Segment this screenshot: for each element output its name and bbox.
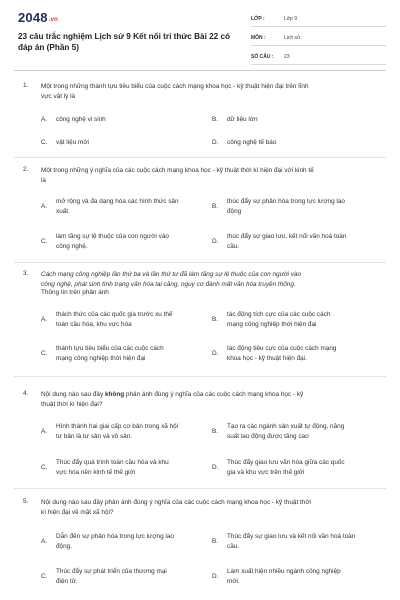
option-text: dữ liệu lớn: [227, 116, 258, 123]
question-number: 3.: [23, 270, 29, 277]
question-text-line: công nghệ, phát sinh tình trạng văn hóa lai căng, nguy cơ đánh mất văn hóa truyền thống.: [41, 280, 296, 288]
option-text: [56, 197, 206, 216]
meta-value: 23: [284, 54, 290, 60]
question-text-line: vực vật lý là: [41, 92, 76, 100]
option-text: công nghệ tế bào: [227, 139, 277, 146]
question-divider: [14, 262, 386, 263]
page-title: 23 câu trắc nghiệm Lịch sử 9 Kết nối tri thức Bài 22 có đáp án (Phần 5): [18, 32, 231, 52]
option-letter: A.: [41, 116, 48, 123]
header-divider: [14, 70, 386, 71]
option-letter: B.: [212, 428, 219, 435]
option-text: [56, 344, 206, 363]
meta-key: SỐ CÂU :: [251, 54, 274, 60]
option-text-line: mới.: [227, 577, 240, 585]
meta-value: Lịch sử: [284, 35, 301, 41]
option-text-line: Thúc đẩy quá trình toàn cầu hóa và khu: [56, 459, 169, 466]
option-text-line: động: [227, 207, 242, 215]
option-text-line: vực hóa nền kinh tế thế giới: [56, 468, 136, 476]
question-number: 2.: [23, 166, 29, 173]
question-text: [41, 82, 381, 101]
option-text-line: mở rộng và đa dạng hóa các hình thức sản: [56, 198, 179, 205]
option-text-line: mạng công nghiệp thời hiện đại: [56, 354, 146, 362]
question-4: [14, 390, 386, 492]
question-text: [41, 390, 381, 409]
meta-panel: [251, 13, 386, 70]
option-text-line: Thúc đẩy sự phát triển của thương mại: [56, 568, 167, 575]
option-letter: C.: [41, 464, 48, 471]
option-text-line: tác động tích cực của các cuộc cách: [227, 311, 331, 318]
question-text-line: kì hiện đại về mặt xã hội?: [41, 508, 114, 516]
option-text-line: tư bản là tư sản và vô sản.: [56, 432, 133, 440]
option-letter: D.: [212, 573, 219, 580]
question-1: [14, 82, 386, 162]
logo-suffix-text: .vn: [48, 17, 59, 23]
question-text-emphasis: không: [104, 391, 125, 398]
option-text-line: thúc đẩy sự giao lưu, kết nối văn hoá toàn: [227, 233, 347, 240]
question-divider: [14, 488, 386, 489]
question-number: 5.: [23, 498, 29, 505]
option-letter: C.: [41, 139, 48, 146]
meta-key: MÔN :: [251, 35, 266, 41]
question-divider: [14, 376, 386, 377]
option-text-line: Dẫn đến sự phân hóa trong lực lượng lao: [56, 533, 174, 540]
option-text-line: thúc đẩy sự phân hóa trong lực lượng lao: [227, 198, 345, 205]
option-letter: B.: [212, 203, 219, 210]
option-text: [227, 532, 377, 551]
option-text-line: gia và khu vực trên thế giới: [227, 468, 305, 476]
question-text-line: Cách mạng công nghiệp lần thứ ba và lần thứ tư đã làm tăng sự lệ thuộc của con người vào: [41, 271, 302, 278]
option-letter: A.: [41, 316, 48, 323]
meta-value: Lớp 9: [284, 16, 298, 22]
meta-row-class: [251, 13, 386, 27]
option-text-line: mạng công nghiệp thời hiện đại: [227, 320, 317, 328]
option-text: [227, 310, 377, 329]
logo-main-text: 2048: [18, 10, 48, 25]
meta-key: LỚP :: [251, 16, 265, 22]
option-letter: C.: [41, 238, 48, 245]
option-letter: D.: [212, 350, 219, 357]
option-letter: B.: [212, 116, 219, 123]
option-text: [227, 197, 377, 216]
meta-row-subject: [251, 32, 386, 46]
option-text: [56, 310, 206, 329]
option-letter: A.: [41, 428, 48, 435]
question-text-part: Nội dung nào sau đây: [41, 391, 105, 398]
option-text: [56, 567, 206, 586]
option-text-line: khoa học - kỹ thuật hiện đại.: [227, 354, 307, 362]
option-text-line: Tạo ra các ngành sản xuất tự động, năng: [227, 423, 345, 430]
option-text-line: công nghệ.: [56, 242, 88, 250]
question-number: 4.: [23, 390, 29, 397]
option-text-line: động.: [56, 542, 72, 550]
option-text-line: cầu.: [227, 542, 240, 550]
option-letter: D.: [212, 464, 219, 471]
question-text-line: Một trong những ý nghĩa của các cuộc cách mạng khoa học - kỹ thuật thời kì hiện đại với kinh tế: [41, 167, 314, 174]
option-text-line: thách thức của các quốc gia trước xu thế: [56, 311, 173, 318]
question-text-line: Một trong những thành tựu tiêu biểu của cuộc cách mạng khoa học - kỹ thuật hiện đại trên lĩnh: [41, 83, 309, 90]
option-letter: C.: [41, 573, 48, 580]
question-text: [41, 498, 381, 517]
question-text: [41, 270, 381, 289]
question-3: [14, 270, 386, 378]
option-text: [56, 232, 206, 251]
option-letter: A.: [41, 538, 48, 545]
option-text-line: tác động tiêu cực của cuộc cách mạng: [227, 345, 337, 352]
question-text-part: phản ánh đúng ý nghĩa của các cuộc cách mạng khoa học - kỹ: [124, 391, 304, 398]
question-text-line: Nội dung nào sau đây phản ánh đúng ý nghĩa của các cuộc cách mạng khoa học - kỹ thuật thời: [41, 499, 311, 506]
option-text: công nghệ vi sinh: [56, 116, 106, 123]
option-text-line: Làm xuất hiện nhiều ngành công nghiệp: [227, 568, 341, 575]
option-text: [227, 232, 377, 251]
option-text-line: Hình thành hai giai cấp cơ bản trong xã hội: [56, 423, 179, 430]
option-text-line: toàn cầu hóa, khu vực hóa: [56, 320, 132, 328]
option-text-line: xuất.: [56, 207, 70, 215]
option-text: [227, 567, 377, 586]
option-text: [227, 344, 377, 363]
option-letter: C.: [41, 350, 48, 357]
header: [0, 0, 400, 64]
option-text: vật liệu mới: [56, 139, 89, 146]
question-text-line: thuật thời kì hiện đại?: [41, 400, 103, 408]
option-letter: D.: [212, 238, 219, 245]
option-letter: B.: [212, 538, 219, 545]
question-text-line: [41, 390, 381, 400]
site-logo[interactable]: [18, 10, 58, 25]
option-text-line: Thúc đẩy giao lưu văn hóa giữa các quốc: [227, 459, 345, 466]
option-text: [56, 458, 206, 477]
option-text-line: suất lao động được tăng cao: [227, 432, 309, 440]
question-text-line: là: [41, 176, 46, 184]
option-text: [227, 422, 377, 441]
option-text: [227, 458, 377, 477]
option-text-line: điện tử.: [56, 577, 78, 585]
option-text-line: cầu.: [227, 242, 240, 250]
question-5: [14, 498, 386, 598]
option-text-line: thành tựu tiêu biểu của các cuộc cách: [56, 345, 164, 352]
option-letter: B.: [212, 316, 219, 323]
option-letter: D.: [212, 139, 219, 146]
option-text-line: Thúc đẩy sự giao lưu và kết nối văn hoá toàn: [227, 533, 356, 540]
question-subtext: Thông tin trên phản ánh: [41, 289, 109, 296]
option-text-line: làm tăng sự lệ thuộc của con người vào: [56, 233, 169, 240]
question-divider: [14, 157, 386, 158]
question-number: 1.: [23, 82, 29, 89]
question-text: [41, 166, 381, 185]
question-2: [14, 166, 386, 266]
meta-row-count: [251, 51, 386, 65]
option-text: [56, 422, 206, 441]
option-text: [56, 532, 206, 551]
option-letter: A.: [41, 203, 48, 210]
